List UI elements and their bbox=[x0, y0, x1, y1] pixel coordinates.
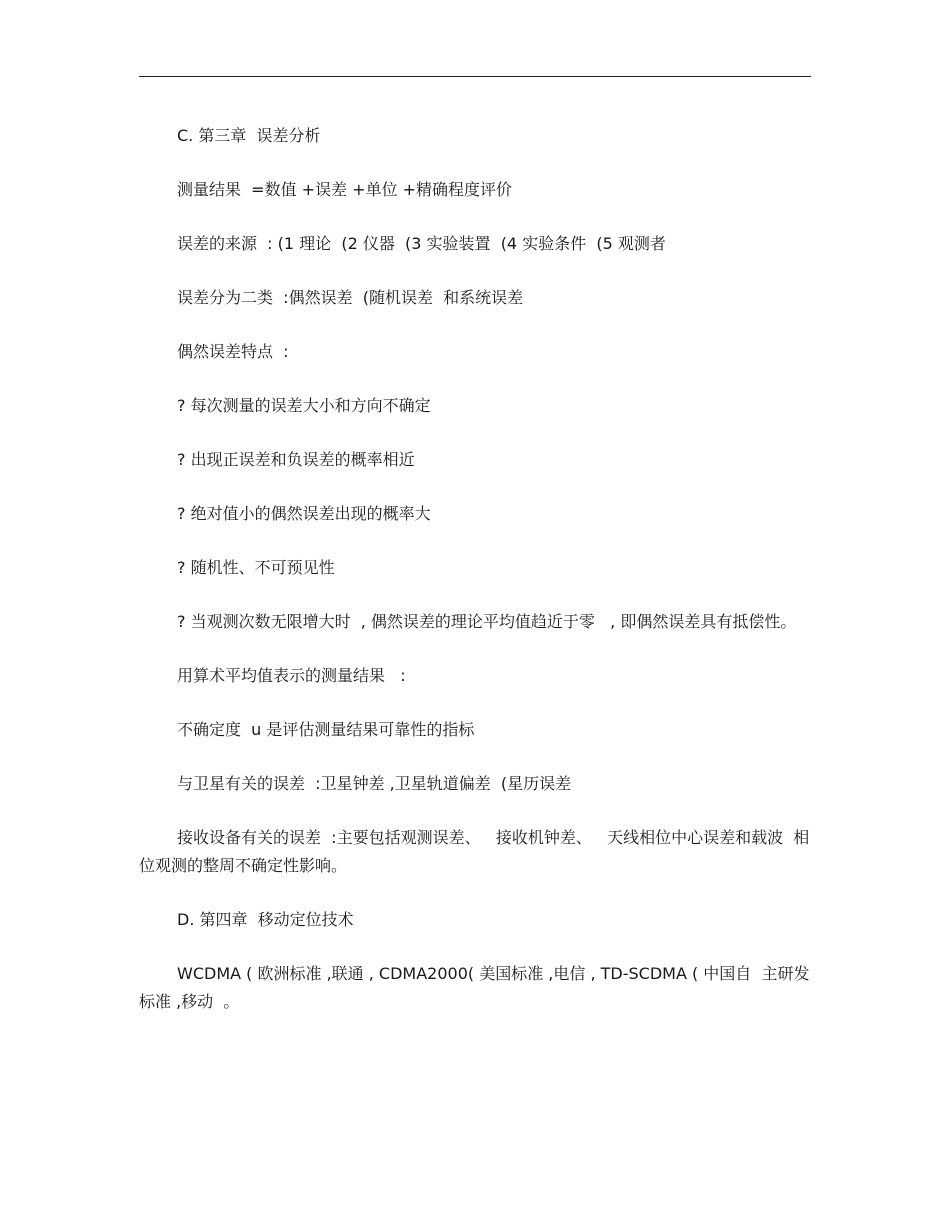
mobile-standards: WCDMA ( 欧洲标准 ,联通 , CDMA2000( 美国标准 ,电信 , TD-SCDMA ( 中国自 主研发标准 ,移动 。 bbox=[139, 964, 810, 1011]
satellite-errors: 与卫星有关的误差 :卫星钟差 ,卫星轨道偏差 (星历误差 bbox=[177, 774, 572, 793]
arithmetic-mean-result: 用算术平均值表示的测量结果 : bbox=[177, 666, 406, 685]
document-body bbox=[139, 122, 811, 1042]
measurement-result-formula: 测量结果 =数值 +误差 +单位 +精确程度评价 bbox=[177, 180, 513, 199]
trait-item: ? 绝对值小的偶然误差出现的概率大 bbox=[177, 504, 431, 523]
random-error-traits-heading: 偶然误差特点 : bbox=[177, 342, 289, 361]
trait-item: ? 每次测量的误差大小和方向不确定 bbox=[177, 396, 431, 415]
chapter-4-heading: D. 第四章 移动定位技术 bbox=[177, 910, 354, 929]
trait-item: ? 出现正误差和负误差的概率相近 bbox=[177, 450, 415, 469]
header-rule bbox=[139, 76, 811, 77]
chapter-3-heading: C. 第三章 误差分析 bbox=[177, 126, 321, 145]
receiver-errors: 接收设备有关的误差 :主要包括观测误差、 接收机钟差、 天线相位中心误差和载波 相位观测的整周不确定性影响。 bbox=[139, 828, 810, 875]
error-classification: 误差分为二类 :偶然误差 (随机误差 和系统误差 bbox=[177, 288, 524, 307]
error-sources: 误差的来源 : (1 理论 (2 仪器 (3 实验装置 (4 实验条件 (5 观测者 bbox=[177, 234, 666, 253]
trait-item: ? 当观测次数无限增大时 , 偶然误差的理论平均值趋近于零 , 即偶然误差具有抵偿性。 bbox=[177, 612, 797, 631]
uncertainty-definition: 不确定度 u 是评估测量结果可靠性的指标 bbox=[177, 720, 475, 739]
trait-item: ? 随机性、不可预见性 bbox=[177, 558, 335, 577]
